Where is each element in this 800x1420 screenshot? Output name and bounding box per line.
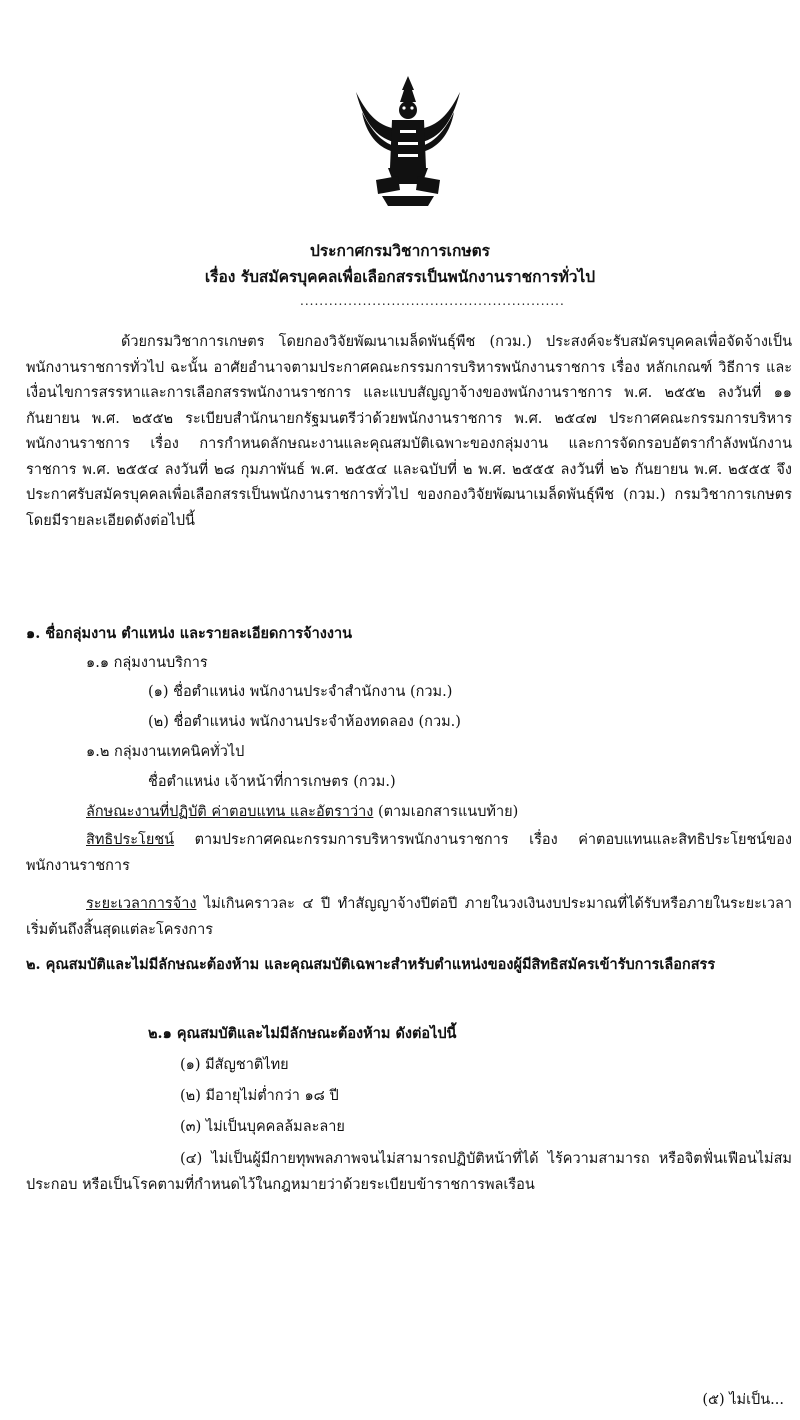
group-1-position-2: (๒) ชื่อตำแหน่ง พนักงานประจำห้องทดลอง (กวม.) — [148, 714, 461, 730]
group-1-position-1: (๑) ชื่อตำแหน่ง พนักงานประจำสำนักงาน (กวม.) — [148, 684, 453, 700]
section-1-heading: ๑. ชื่อกลุ่มงาน ตำแหน่ง และรายละเอียดการจ้างงาน — [26, 625, 353, 642]
document-subject: เรื่อง รับสมัครบุคคลเพื่อเลือกสรรเป็นพนักงานราชการทั่วไป — [204, 267, 596, 286]
benefits-label: สิทธิประโยชน์ — [86, 832, 175, 848]
benefits-text: ตามประกาศคณะกรรมการบริหารพนักงานราชการ เรื่อง ค่าตอบแทนและสิทธิประโยชน์ของพนักงานราชการ — [26, 832, 792, 874]
period-label: ระยะเวลาการจ้าง — [86, 896, 197, 912]
qualification-item: (๒) มีอายุไม่ต่ำกว่า ๑๘ ปี — [180, 1088, 339, 1104]
period-text: ไม่เกินคราวละ ๔ ปี ทำสัญญาจ้างปีต่อปี ภายในวงเงินงบประมาณที่ได้รับหรือภายในระยะเวลาเริ่มต้นถึงสิ้นสุดแต่ละโครงการ — [26, 896, 792, 938]
section-2-1-heading: ๒.๑ คุณสมบัติและไม่มีลักษณะต้องห้าม ดังต่อไปนี้ — [148, 1025, 457, 1042]
duties-line — [86, 800, 518, 823]
garuda-emblem-icon — [348, 72, 468, 210]
section-2-heading: ๒. คุณสมบัติและไม่มีลักษณะต้องห้าม และคุณสมบัติเฉพาะสำหรับตำแหน่งของผู้มีสิทธิสมัครเข้ารับการเลือกสรร — [26, 956, 716, 973]
qualification-item: (๓) ไม่เป็นบุคคลล้มละลาย — [180, 1119, 345, 1135]
qualification-item-4: (๔) ไม่เป็นผู้มีกายทุพพลภาพจนไม่สามารถปฏิบัติหน้าที่ได้ ไร้ความสามารถ หรือจิตฟั่นเฟือนไม่สมประกอบ หรือเป็นโรคตามที่กำหนดไว้ในกฎหมายว่าด้วยระเบียบข้าราชการพลเรือน — [26, 1151, 792, 1193]
benefits-paragraph — [26, 828, 792, 879]
period-paragraph — [26, 892, 792, 943]
document-title: ประกาศกรมวิชาการเกษตร — [310, 241, 490, 260]
duties-label: ลักษณะงานที่ปฏิบัติ ค่าตอบแทน และอัตราว่าง — [86, 804, 374, 820]
continued-marker: (๕) ไม่เป็น... — [702, 1392, 784, 1408]
separator-dots: ....................................................... — [300, 294, 565, 308]
group-2-label: ๑.๒ กลุ่มงานเทคนิคทั่วไป — [86, 744, 245, 760]
qualification-item: (๑) มีสัญชาติไทย — [180, 1057, 289, 1073]
duties-note: (ตามเอกสารแนบท้าย) — [373, 804, 519, 820]
intro-paragraph: ด้วยกรมวิชาการเกษตร โดยกองวิจัยพัฒนาเมล็ดพันธุ์พืช (กวม.) ประสงค์จะรับสมัครบุคคลเพื่อจัดจ้างเป็นพนักงานราชการทั่วไป ฉะนั้น อาศัยอำนาจตามประกาศคณะกรรมการบริหารพนักงานราชการ เรื่อง หลักเกณฑ์ วิธีการ และเงื่อนไขการสรรหาและการเลือกสรรพนักงานราชการ และแบบสัญญาจ้างของพนักงานราชการ พ.ศ. ๒๕๕๒ ลงวันที่ ๑๑ กันยายน พ.ศ. ๒๕๕๒ ระเบียบสำนักนายกรัฐมนตรีว่าด้วยพนักงานราชการ พ.ศ. ๒๕๔๗ ประกาศคณะกรรมการบริหารพนักงานราชการ เรื่อง การกำหนดลักษณะงานและคุณสมบัติเฉพาะของกลุ่มงาน และการจัดกรอบอัตรากำลังพนักงานราชการ พ.ศ. ๒๕๕๔ ลงวันที่ ๒๘ กุมภาพันธ์ พ.ศ. ๒๕๕๔ และฉบับที่ ๒ พ.ศ. ๒๕๕๕ ลงวันที่ ๒๖ กันยายน พ.ศ. ๒๕๕๕ จึงประกาศรับสมัครบุคคลเพื่อเลือกสรรเป็นพนักงานราชการทั่วไป ของกองวิจัยพัฒนาเมล็ดพันธุ์พืช (กวม.) กรมวิชาการเกษตร โดยมีรายละเอียดดังต่อไปนี้ — [26, 334, 792, 529]
group-1-label: ๑.๑ กลุ่มงานบริการ — [86, 655, 208, 671]
group-2-position: ชื่อตำแหน่ง เจ้าหน้าที่การเกษตร (กวม.) — [148, 774, 396, 790]
